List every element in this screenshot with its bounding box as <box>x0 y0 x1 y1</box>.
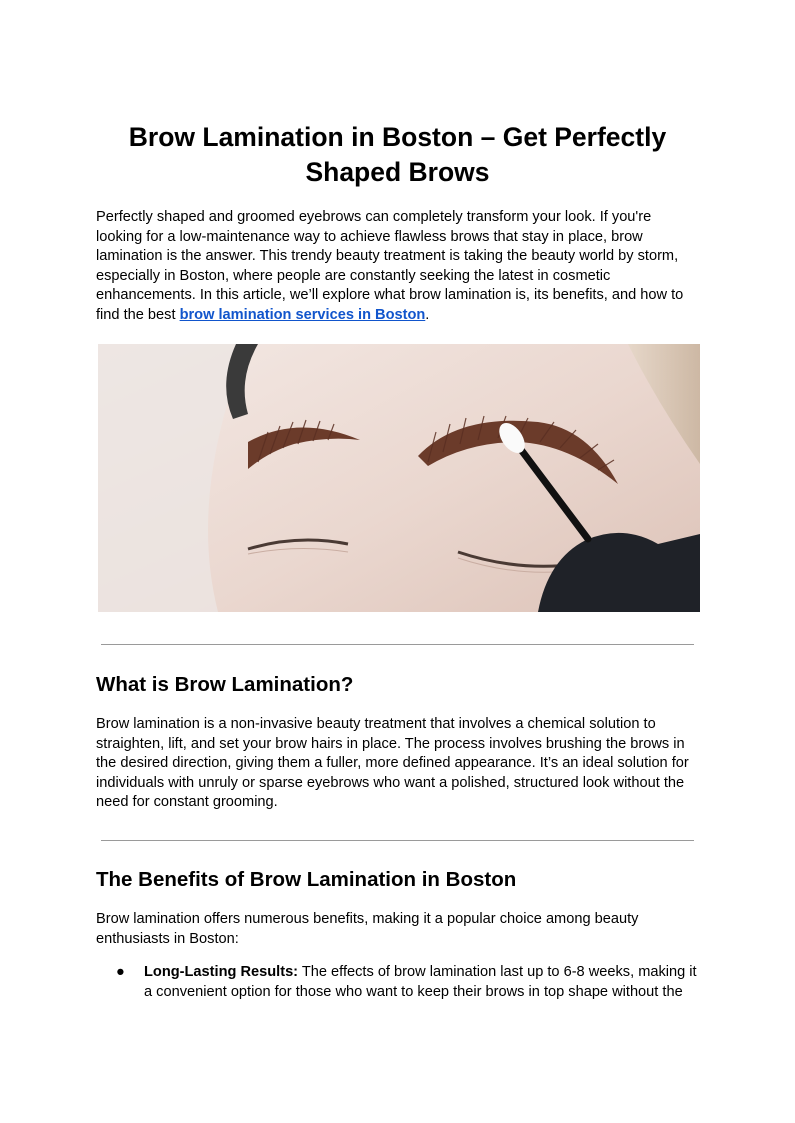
bullet-body: The effects of brow lamination last up to 6-8 weeks, making it a convenient option for those who want to keep their brows in top shape without the <box>144 964 697 1000</box>
intro-paragraph <box>96 208 700 325</box>
section-heading-benefits: The Benefits of Brow Lamination in Boston <box>96 868 517 891</box>
brow-lamination-services-link[interactable]: brow lamination services in Boston <box>179 306 426 323</box>
intro-text: Perfectly shaped and groomed eyebrows can completely transform your look. If you're looking for a low-maintenance way to achieve flawless brows that stay in place, brow lamination is the answer. This trendy beauty treatment is taking the beauty world by storm, especially in Boston, where people are constantly seeking the latest in cosmetic enhancements. In this article, we’ll explore what brow lamination is, its benefits, and how to find the best <box>96 209 684 323</box>
bullet-label: Long-Lasting Results: <box>144 964 299 980</box>
benefits-paragraph: Brow lamination offers numerous benefits, making it a popular choice among beauty enthusiasts in Boston: <box>96 911 639 947</box>
what-paragraph: Brow lamination is a non-invasive beauty treatment that involves a chemical solution to straighten, lift, and set your brow hairs in place. The process involves brushing the brows in the desired direction, giving them a fuller, more defined appearance. It’s an ideal solution for individuals with unruly or sparse eyebrows who want a polished, structured look without the need for constant grooming. <box>96 716 689 810</box>
bullet-text <box>144 963 700 1002</box>
section-divider <box>101 644 694 645</box>
brow-lamination-photo <box>98 344 700 612</box>
intro-end: . <box>425 306 430 323</box>
article-title: Brow Lamination in Boston – Get Perfectly Shaped Brows <box>128 122 667 187</box>
bullet-marker: ● <box>116 964 125 980</box>
section-divider <box>101 840 694 841</box>
section-heading-what: What is Brow Lamination? <box>96 673 354 696</box>
